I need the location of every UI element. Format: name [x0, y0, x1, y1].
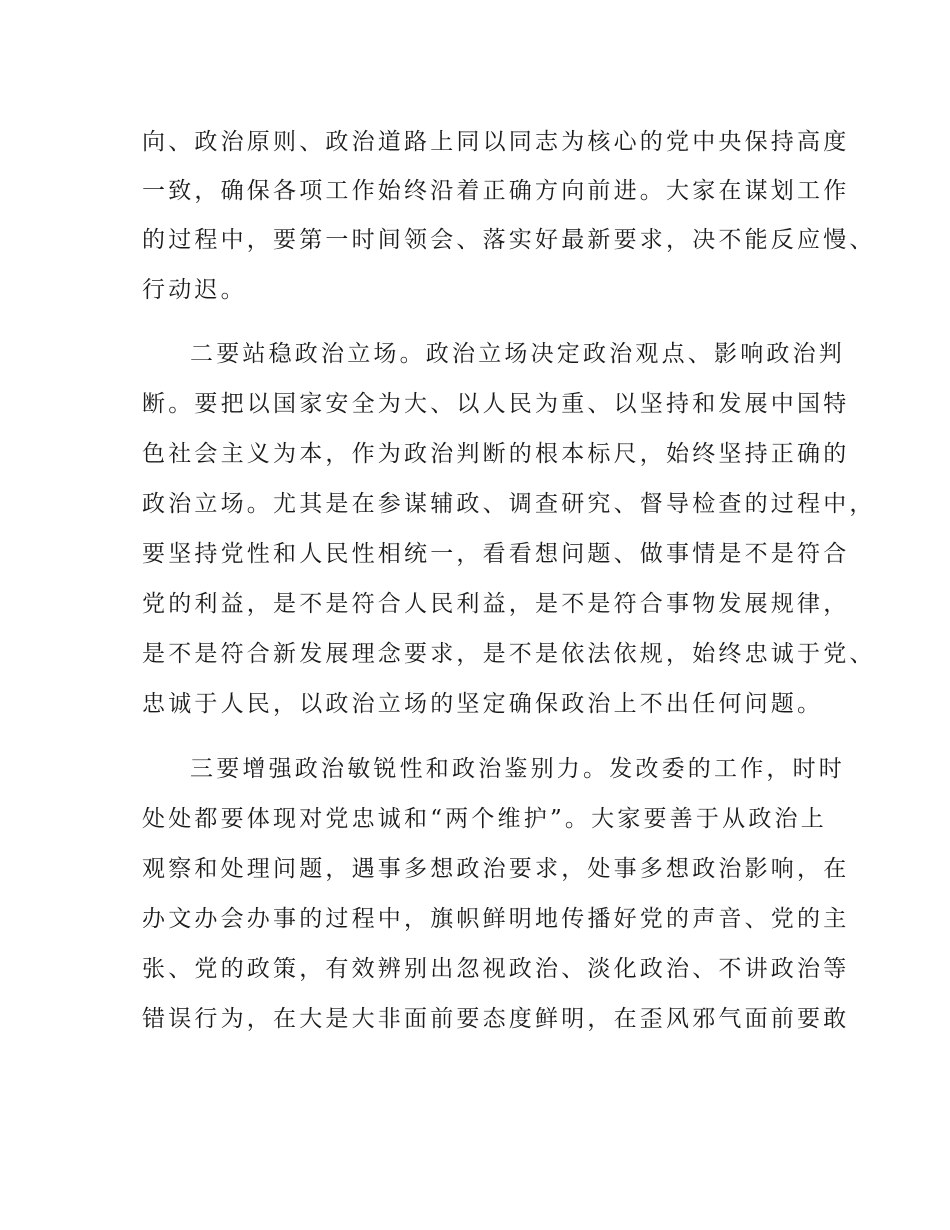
paragraph-2-line-4: 政治立场。尤其是在参谋辅政、调查研究、督导检查的过程中，: [142, 491, 876, 517]
paragraph-1-line-4: 行动迟。: [142, 277, 247, 303]
paragraph-2-line-6: 党的利益，是不是符合人民利益，是不是符合事物发展规律，: [142, 591, 850, 617]
paragraph-3-line-3: 观察和处理问题，遇事多想政治要求，处事多想政治影响，在: [142, 856, 850, 882]
paragraph-3-line-1: 三要增强政治敏锐性和政治鉴别力。发改委的工作，时时: [190, 756, 845, 782]
paragraph-3-line-5: 张、党的政策，有效辨别出忽视政治、淡化政治、不讲政治等: [142, 956, 850, 982]
paragraph-2-line-3: 色社会主义为本，作为政治判断的根本标尺，始终坚持正确的: [142, 441, 850, 467]
paragraph-1-line-2: 一致，确保各项工作始终沿着正确方向前进。大家在谋划工作: [142, 178, 850, 204]
paragraph-3-line-4: 办文办会办事的过程中，旗帜鲜明地传播好党的声音、党的主: [142, 906, 850, 932]
paragraph-3-line-6: 错误行为，在大是大非面前要态度鲜明，在歪风邪气面前要敢: [142, 1006, 850, 1032]
paragraph-2-line-2: 断。要把以国家安全为大、以人民为重、以坚持和发展中国特: [142, 391, 850, 417]
paragraph-1-line-3: 的过程中，要第一时间领会、落实好最新要求，决不能反应慢、: [142, 227, 876, 253]
paragraph-1-line-1: 向、政治原则、政治道路上同以同志为核心的党中央保持高度: [142, 129, 850, 155]
paragraph-2-line-1: 二要站稳政治立场。政治立场决定政治观点、影响政治判: [190, 341, 845, 367]
paragraph-2-line-7: 是不是符合新发展理念要求，是不是依法依规，始终忠诚于党、: [142, 641, 876, 667]
paragraph-2-line-5: 要坚持党性和人民性相统一，看看想问题、做事情是不是符合: [142, 541, 850, 567]
paragraph-2-line-8: 忠诚于人民，以政治立场的坚定确保政治上不出任何问题。: [142, 691, 824, 717]
paragraph-3-line-2: 处处都要体现对党忠诚和“两个维护”。大家要善于从政治上: [142, 806, 827, 832]
